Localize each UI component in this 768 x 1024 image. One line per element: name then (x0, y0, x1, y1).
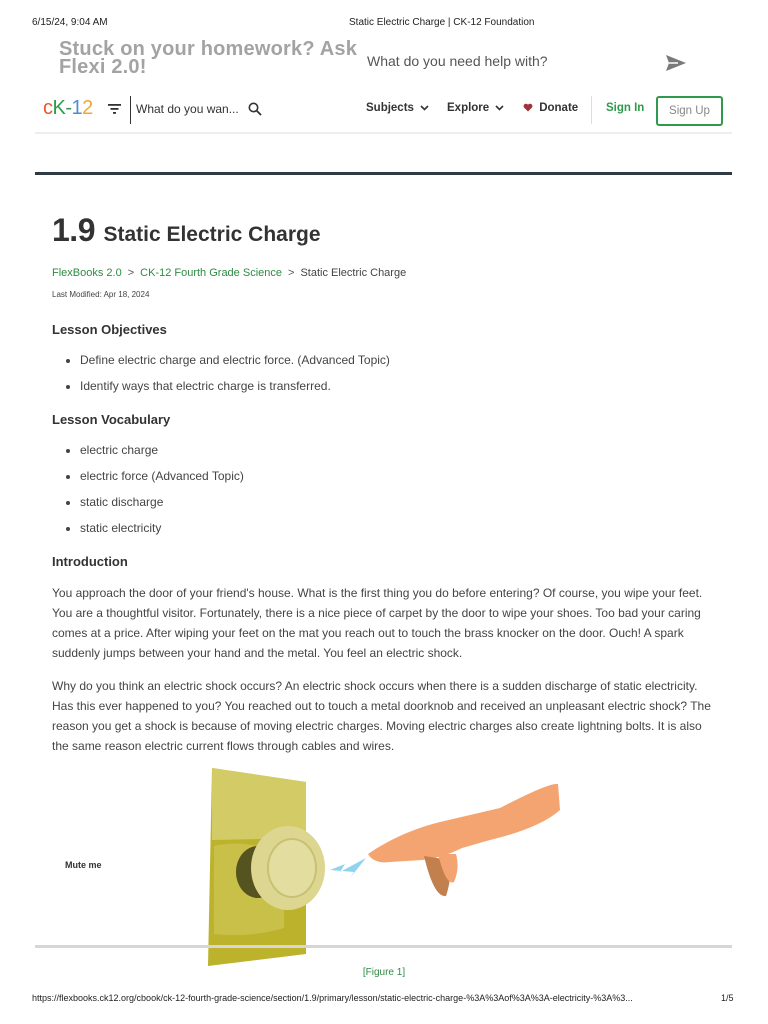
logo-1: 1 (71, 97, 83, 119)
ck12-logo[interactable] (43, 97, 93, 120)
breadcrumb-book[interactable]: CK-12 Fourth Grade Science (140, 267, 282, 279)
search-divider (130, 96, 131, 124)
list-item: • static discharge (80, 494, 244, 520)
intro-paragraph-1: You approach the door of your friend's house. What is the first thing you do before entering? Of course, you wipe your feet. You are a thoughtful visitor. Fortunately, there is a nice piece of carpet by the door to wipe your shoes. Too bad your caring comes at a price. After wiping your feet on the mat you reach out to touch the brass knocker on the door. Ouch! A spark suddenly jumps between your hand and the metal. You feel an electric shock. (52, 586, 703, 660)
breadcrumb-separator: > (288, 267, 295, 279)
list-item: • Identify ways that electric charge is transferred. (80, 378, 390, 404)
flexi-question-input[interactable]: What do you need help with? (367, 53, 548, 69)
lesson-title: Static Electric Charge (103, 223, 321, 246)
mute-button[interactable]: Mute me (65, 860, 102, 870)
list-item: • Define electric charge and electric force. (Advanced Topic) (80, 352, 390, 378)
send-icon[interactable] (664, 53, 688, 73)
breadcrumb-separator: > (127, 267, 135, 279)
print-datetime: 6/15/24, 9:04 AM (32, 17, 108, 28)
heart-icon (523, 103, 533, 112)
nav-explore[interactable] (447, 102, 504, 114)
nav-donate-label: Donate (539, 102, 579, 114)
nav-donate[interactable] (523, 102, 578, 114)
search-icon[interactable] (248, 102, 262, 116)
page-title (52, 212, 321, 249)
vocabulary-list (52, 442, 244, 546)
filter-icon[interactable] (108, 103, 121, 115)
chevron-down-icon (495, 105, 504, 111)
nav-subjects-label: Subjects (366, 102, 414, 114)
list-item: • electric charge (80, 442, 244, 468)
introduction-heading: Introduction (52, 554, 128, 569)
nav-explore-label: Explore (447, 102, 490, 114)
logo-k: K (52, 97, 66, 119)
doorknob-shock-illustration (200, 768, 570, 970)
page-divider (35, 172, 732, 175)
flexi-headline: Stuck on your homework? Ask Flexi 2.0! (59, 38, 358, 78)
logo-dash: - (65, 97, 72, 119)
print-url: https://flexbooks.ck12.org/cbook/ck-12-fourth-grade-science/section/1.9/primary/lesson/static-electric-charge-%3A%3Aof%3A%3A-electricity-%3A%3... (32, 993, 633, 1003)
figure-divider (35, 945, 732, 948)
flexi-banner (35, 34, 732, 90)
print-page-count: 1/5 (721, 993, 734, 1003)
chevron-down-icon (420, 105, 429, 111)
list-item: • electric force (Advanced Topic) (80, 468, 244, 494)
sign-in-link[interactable]: Sign In (606, 102, 645, 114)
figure-caption[interactable]: [Figure 1] (362, 967, 406, 978)
breadcrumb-current: Static Electric Charge (300, 267, 407, 279)
nav-subjects[interactable] (366, 102, 429, 114)
sign-up-button[interactable]: Sign Up (656, 96, 723, 126)
vocabulary-heading: Lesson Vocabulary (52, 412, 171, 427)
list-item: • static electricity (80, 520, 244, 546)
breadcrumb-flexbooks[interactable]: FlexBooks 2.0 (52, 267, 122, 279)
logo-2: 2 (82, 97, 93, 119)
objectives-heading: Lesson Objectives (52, 322, 167, 337)
objectives-list (52, 352, 390, 404)
breadcrumb (52, 267, 406, 279)
last-modified: Last Modified: Apr 18, 2024 (52, 290, 150, 299)
lesson-number: 1.9 (52, 212, 95, 248)
navbar (35, 90, 732, 134)
intro-paragraph-2: Why do you think an electric shock occurs? An electric shock occurs when there is a sudden discharge of static electricity. Has this ever happened to you? You reached out to touch a metal doorknob and received an unpleasant electric shock? The reason you get a shock is because of moving electric charges. Moving electric charges also create lightning bolts. It is also the same reason electric current flows through cables and wires. (52, 679, 711, 753)
logo-c: c (43, 97, 53, 119)
print-page-title: Static Electric Charge | CK-12 Foundation (349, 17, 535, 28)
nav-search-input[interactable]: What do you wan... (136, 102, 239, 116)
nav-separator (591, 96, 592, 124)
